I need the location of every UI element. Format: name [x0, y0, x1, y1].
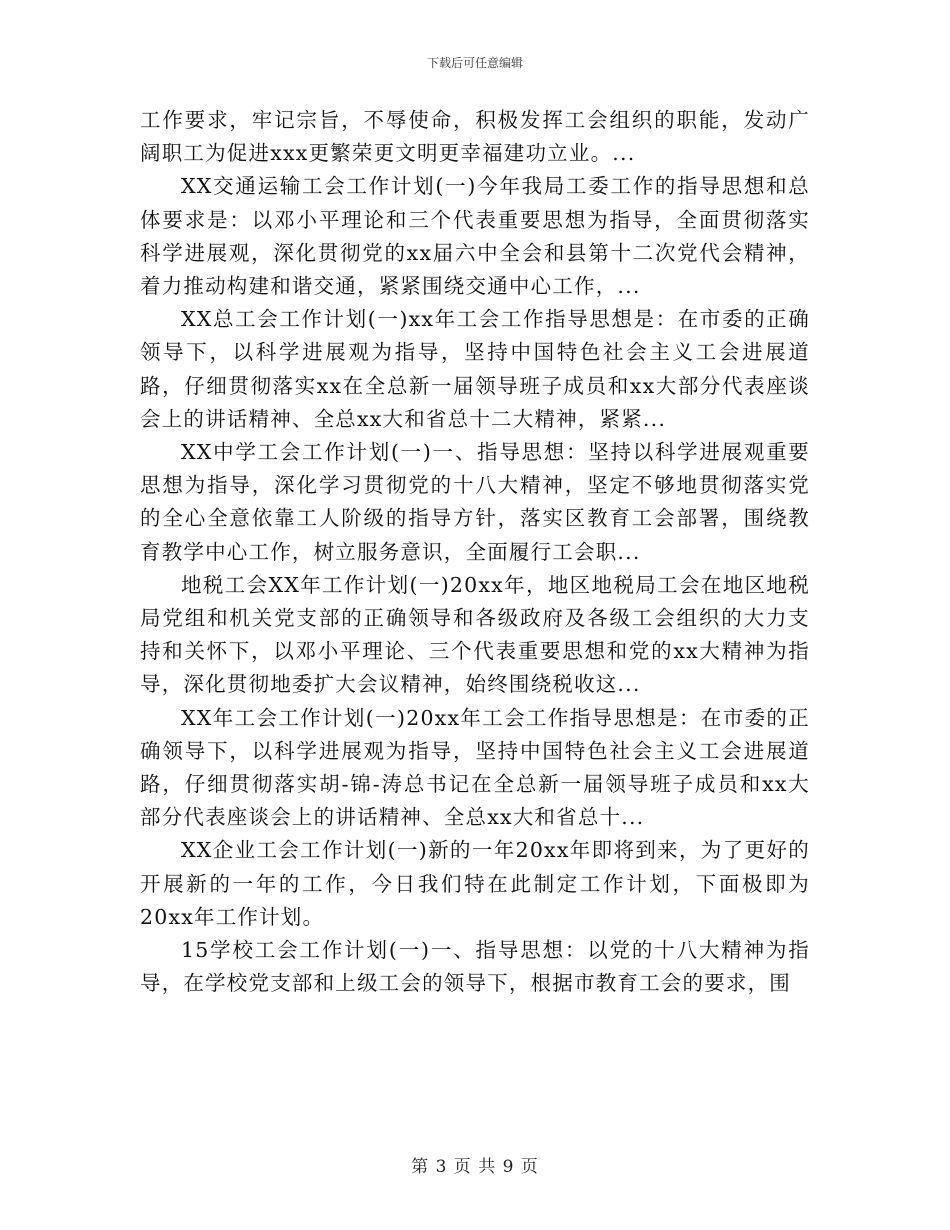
paragraph-enterprise-union-plan: XX企业工会工作计划(一)新的一年20xx年即将到来，为了更好的开展新的一年的工作，今日我们特在此制定工作计划，下面极即为20xx年工作计划。 [140, 838, 810, 929]
page-number: 第 3 页 共 9 页 [411, 1157, 539, 1177]
paragraph-continued: 工作要求，牢记宗旨，不辱使命，积极发挥工会组织的职能，发动广阔职工为促进xxx更繁荣更文明更幸福建功立业。... [140, 108, 810, 166]
paragraph-tax-union-plan: 地税工会XX年工作计划(一)20xx年，地区地税局工会在地区地税局党组和机关党支部的正确领导和各级政府及各级工会组织的大力支持和关怀下，以邓小平理论、三个代表重要思想和党的xx大精神为指导，深化贯彻地委扩大会议精神，始终围绕税收这... [140, 572, 810, 697]
paragraph-school-union-plan: 15学校工会工作计划(一)一、指导思想：以党的十八大精神为指导，在学校党支部和上级工会的领导下，根据市教育工会的要求，围 [140, 938, 810, 996]
paragraph-general-union-plan: XX总工会工作计划(一)xx年工会工作指导思想是：在市委的正确领导下，以科学进展观为指导，坚持中国特色社会主义工会进展道路，仔细贯彻落实xx在全总新一届领导班子成员和xx大部分代表座谈会上的讲话精神、全总xx大和省总十二大精神，紧紧... [140, 307, 810, 431]
paragraph-transport-union-plan: XX交通运输工会工作计划(一)今年我局工委工作的指导思想和总体要求是：以邓小平理论和三个代表重要思想为指导，全面贯彻落实科学进展观，深化贯彻党的xx届六中全会和县第十二次党代会精神，着力推动构建和谐交通，紧紧围绕交通中心工作，... [140, 174, 810, 299]
document-body [140, 104, 810, 1000]
paragraph-middle-school-union-plan: XX中学工会工作计划(一)一、指导思想：坚持以科学进展观重要思想为指导，深化学习贯彻党的十八大精神，坚定不够地贯彻落实党的全心全意依靠工人阶级的指导方针，落实区教育工会部署，围绕教育教学中心工作，树立服务意识，全面履行工会职... [140, 440, 810, 564]
paragraph-annual-union-plan: XX年工会工作计划(一)20xx年工会工作指导思想是：在市委的正确领导下，以科学进展观为指导，坚持中国特色社会主义工会进展道路，仔细贯彻落实胡-锦-涛总书记在全总新一届领导班子成员和xx大部分代表座谈会上的讲话精神、全总xx大和省总十... [140, 705, 810, 830]
page-header: 下载后可任意编辑 [426, 56, 523, 70]
